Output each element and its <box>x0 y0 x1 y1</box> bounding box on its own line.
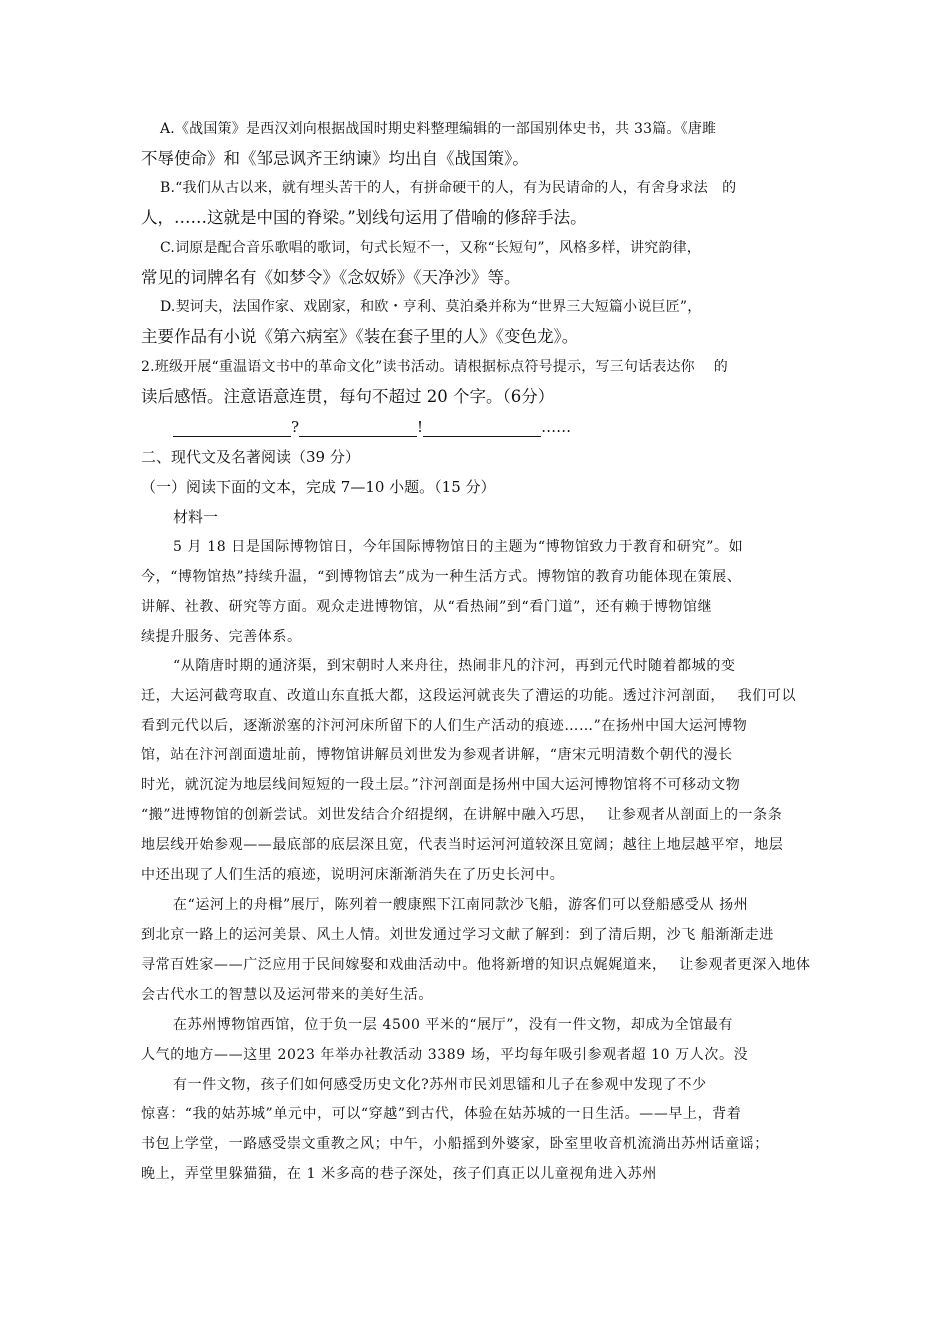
passage-line: 到北京一路上的运河美景、风土人情。刘世发通过学习文献了解到：到了清后期，沙飞 船渐渐走进 <box>141 927 774 943</box>
option-d-line1: D.契诃夫，法国作家、戏剧家，和欧・亨利、莫泊桑并称为“世界三大短篇小说巨匠”， <box>160 299 702 315</box>
section-subtitle: （一）阅读下面的文本，完成 7—10 小题。（15 分） <box>141 478 496 496</box>
passage-line: 时光，就沉淀为地层线间短短的一段土层。”汴河剖面是扬州中国大运河博物馆将不可移动文物 <box>141 777 741 793</box>
passage-line: “搬”进博物馆的创新尝试。刘世发结合介绍提纲，在讲解中融入巧思， 让参观者从剖面上的一条条 <box>141 807 783 823</box>
passage-line: 惊喜：“我的姑苏城”单元中，可以“穿越”到古代，体验在姑苏城的一日生活。——早上，背着 <box>141 1106 742 1122</box>
passage-line: 有一件文物，孩子们如何感受历史文化?苏州市民刘思镭和儿子在参观中发现了不少 <box>173 1077 707 1093</box>
option-d-line2: 主要作品有小说《第六病室》《装在套子里的人》《变色龙》。 <box>141 327 579 346</box>
option-a-line2: 不辱使命》和《邹忌讽齐王纳谏》均出自《战国策》。 <box>141 149 529 168</box>
passage-line: 迁，大运河截弯取直、改道山东直抵大都，这段运河就丧失了漕运的功能。透过汴河剖面， 我们可以 <box>141 688 797 704</box>
passage-line: 馆，站在汴河剖面遗址前，博物馆讲解员刘世发为参观者讲解，“唐宋元明清数个朝代的漫长 <box>141 747 733 763</box>
passage-line: 续提升服务、完善体系。 <box>141 629 302 645</box>
material-label: 材料一 <box>173 508 219 526</box>
passage-line: 今，“博物馆热”持续升温，“到博物馆去”成为一种生活方式。博物馆的教育功能体现在策展、 <box>141 569 742 585</box>
passage-line: “从隋唐时期的通济渠，到宋朝时人来舟往，热闹非凡的汴河，再到元代时随着都城的变 <box>173 658 736 674</box>
question-2-line2: 读后感悟。注意语意连贯，每句不超过 20 个字。（6分） <box>141 387 555 406</box>
option-c-line2: 常见的词牌名有《如梦令》《念奴娇》《天净沙》等。 <box>141 268 521 287</box>
passage-line: 寻常百姓家——广泛应用于民间嫁娶和戏曲活动中。他将新增的知识点娓娓道来， 让参观者更深入地体 <box>141 957 811 973</box>
section-title: 二、现代文及名著阅读（39 分） <box>141 448 360 466</box>
passage-line: 中还出现了人们生活的痕迹，说明河床渐渐消失在了历史长河中。 <box>141 867 565 883</box>
passage-line: 看到元代以后，逐渐淤塞的汴河河床所留下的人们生产活动的痕迹……”在扬州中国大运河博物 <box>141 718 748 734</box>
passage-line: 在苏州博物馆西馆，位于负一层 4500 平米的“展厅”，没有一件文物，却成为全馆最有 <box>173 1017 734 1033</box>
punct-ellipsis: …… <box>541 418 572 436</box>
passage-line: 晚上，弄堂里躲猫猫，在 1 米多高的巷子深处，孩子们真正以儿童视角进入苏州 <box>141 1166 658 1182</box>
option-b-line1: B.“我们从古以来，就有埋头苦干的人，有拼命硬干的人，有为民请命的人，有舍身求法 的 <box>160 180 737 196</box>
option-c-line1: C.词原是配合音乐歌唱的歌词，句式长短不一，又称“长短句”，风格多样，讲究韵律， <box>160 240 701 256</box>
passage-line: 人气的地方——这里 2023 年举办社教活动 3389 场，平均每年吸引参观者超 10 万人次。没 <box>141 1047 749 1063</box>
answer-blanks <box>173 417 571 437</box>
option-b-line2: 人，……这就是中国的脊梁。”划线句运用了借喻的修辞手法。 <box>141 208 587 227</box>
passage-line: 在“运河上的舟楫”展厅，陈列着一艘康熙下江南同款沙飞船，游客们可以登船感受从 扬州 <box>173 897 749 913</box>
punct-question-mark: ? <box>291 418 300 436</box>
answer-blank-2[interactable] <box>299 421 417 437</box>
answer-blank-1[interactable] <box>173 421 291 437</box>
answer-blank-3[interactable] <box>423 421 541 437</box>
option-a-line1: A.《战国策》是西汉刘向根据战国时期史料整理编辑的一部国别体史书，共 33篇。《唐雎 <box>160 121 717 137</box>
passage-line: 5 月 18 日是国际博物馆日，今年国际博物馆日的主题为“博物馆致力于教育和研究”。如 <box>173 539 744 555</box>
passage-line: 会古代水工的智慧以及运河带来的美好生活。 <box>141 987 433 1003</box>
question-2-line1: 2.班级开展“重温语文书中的革命文化”读书活动。请根据标点符号提示，写三句话表达你 的 <box>141 359 728 375</box>
passage-line: 书包上学堂，一路感受崇文重教之风；中午，小船摇到外婆家，卧室里收音机流淌出苏州话童谣； <box>141 1136 769 1152</box>
passage-line: 讲解、社教、研究等方面。观众走进博物馆，从“看热闹”到“看门道”，还有赖于博物馆继 <box>141 599 713 615</box>
passage-line: 地层线开始参观——最底部的底层深且宽，代表当时运河河道较深且宽阔；越往上地层越平窄，地层 <box>141 837 784 853</box>
punct-exclamation-mark: ! <box>417 418 424 436</box>
